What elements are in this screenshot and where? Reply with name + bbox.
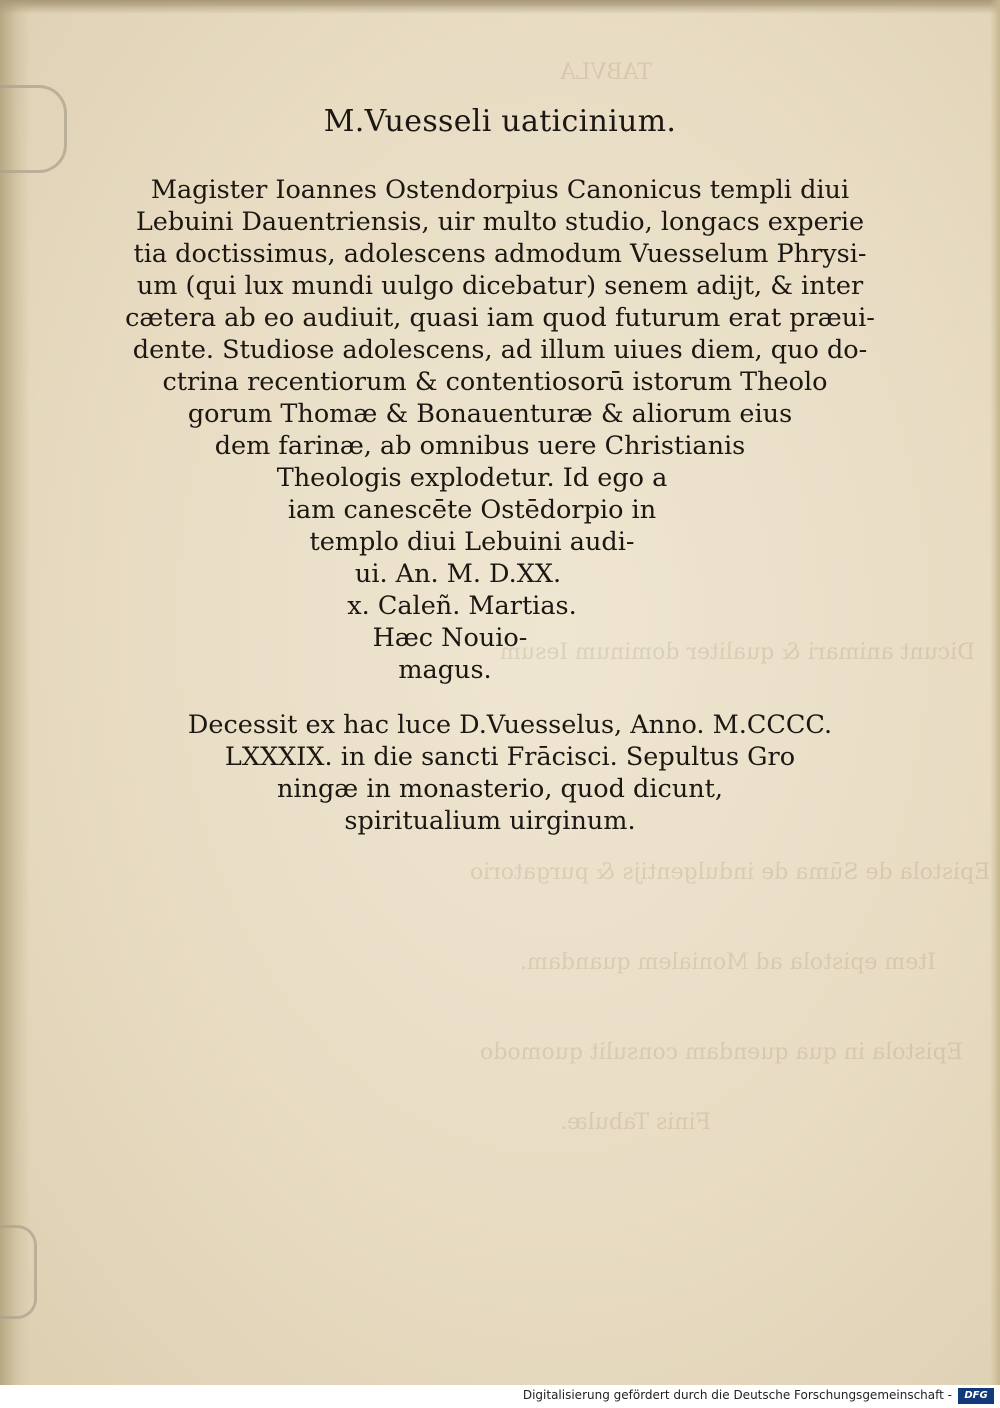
page-title: M.Vuesseli uaticinium. xyxy=(323,104,677,139)
text-line: Theologis explodetur. Id ego a xyxy=(276,463,668,493)
text-line: tia doctissimus, adolescens admodum Vuesselum Phrysi- xyxy=(133,239,867,269)
text-line: dem farinæ, ab omnibus uere Christianis xyxy=(214,431,746,461)
text-line: templo diui Lebuini audi- xyxy=(309,527,635,557)
bleed-through: Dicunt animari & qualiter dominum Iesum xyxy=(500,640,975,665)
bleed-through: Finis Tabulæ. xyxy=(560,1110,711,1135)
text-line: Decessit ex hac luce D.Vuesselus, Anno. M.CCCC. xyxy=(187,710,833,740)
text-line: x. Caleñ. Martias. xyxy=(347,591,577,621)
text-line: Hæc Nouio- xyxy=(372,623,528,653)
bleed-through: Epistola in qua quendam consulit quomodo xyxy=(480,1040,963,1065)
dfg-logo: DFG xyxy=(958,1388,994,1404)
bleed-through: TABVLA xyxy=(560,60,652,85)
text-line: gorum Thomæ & Bonauenturæ & aliorum eius xyxy=(187,399,793,429)
text-line: Lebuini Dauentriensis, uir multo studio, longacs experie xyxy=(135,207,865,237)
footer-credit: Digitalisierung gefördert durch die Deutsche Forschungsgemeinschaft - xyxy=(522,1388,952,1402)
text-line: LXXXIX. in die sancti Frācisci. Sepultus Gro xyxy=(224,742,796,772)
bleed-through: Epistola de Sūma de indulgentijs & purgatorio xyxy=(470,860,991,885)
text-line: Magister Ioannes Ostendorpius Canonicus templi diui xyxy=(150,175,850,205)
text-line: ui. An. M. D.XX. xyxy=(354,559,562,589)
text-line: ningæ in monasterio, quod dicunt, xyxy=(276,774,724,804)
bleed-through: Item epistola ad Monialem quandam. xyxy=(520,950,936,975)
footer-bar xyxy=(0,1385,1000,1408)
text-line: magus. xyxy=(398,655,492,685)
text-line: um (qui lux mundi uulgo dicebatur) senem adijt, & inter xyxy=(136,271,864,301)
text-line: iam canescēte Ostēdorpio in xyxy=(287,495,657,525)
text-line: spiritualium uirginum. xyxy=(344,806,636,836)
text-line: ctrina recentiorum & contentiosorū istorum Theolo xyxy=(162,367,828,397)
text-line: dente. Studiose adolescens, ad illum uiues diem, quo do- xyxy=(132,335,868,365)
text-line: cætera ab eo audiuit, quasi iam quod futurum erat præui- xyxy=(125,303,875,333)
